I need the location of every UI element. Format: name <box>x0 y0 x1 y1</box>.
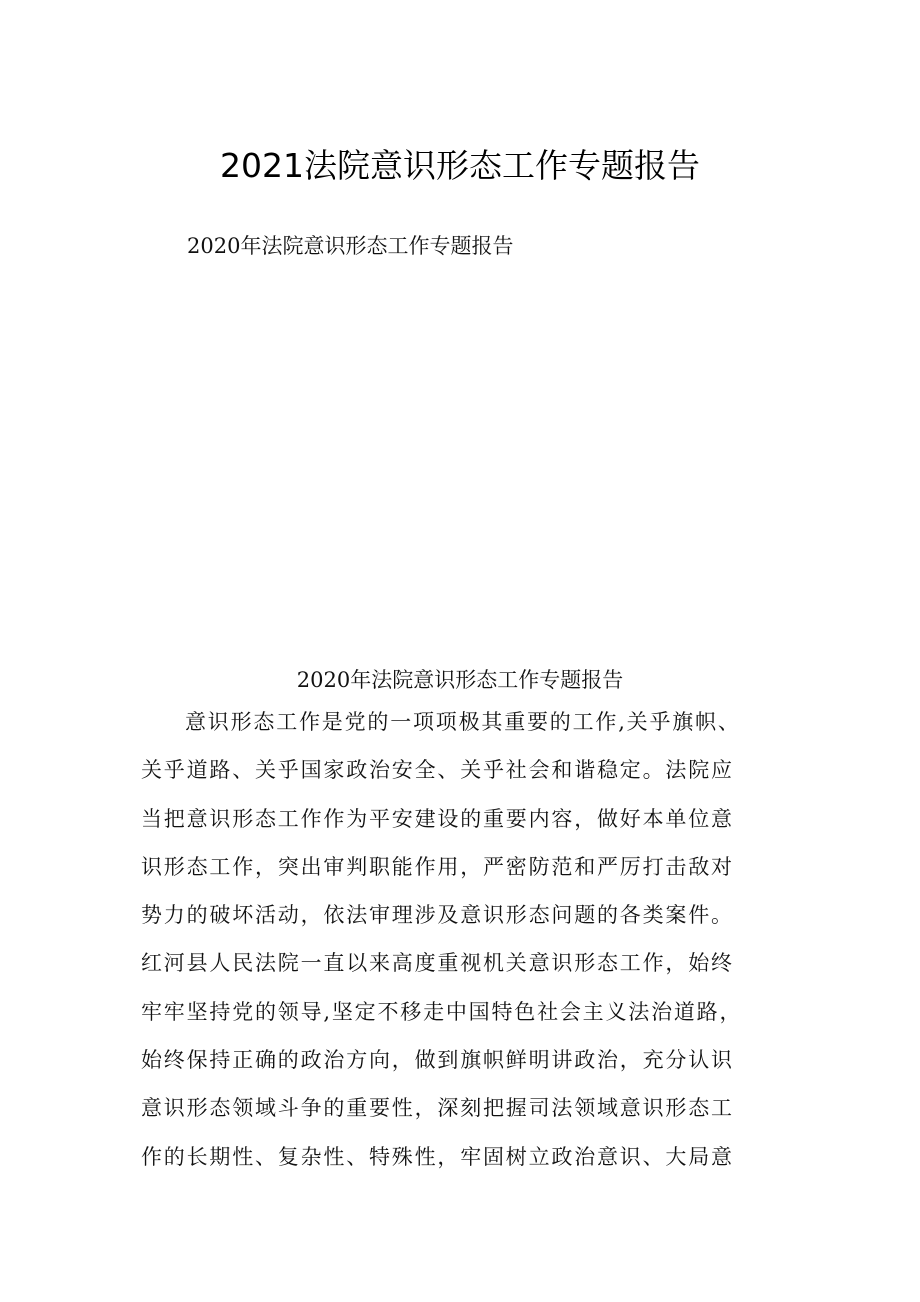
body-line: 当把意识形态工作作为平安建设的重要内容，做好本单位意 <box>141 806 734 831</box>
body-line: 识形态工作，突出审判职能作用，严密防范和严厉打击敌对 <box>141 854 734 879</box>
body-line: 势力的破坏活动，依法审理涉及意识形态问题的各类案件。 <box>141 903 734 928</box>
body-line: 作的长期性、复杂性、特殊性，牢固树立政治意识、大局意 <box>141 1144 734 1169</box>
body-line: 意识形态领域斗争的重要性，深刻把握司法领域意识形态工 <box>141 1096 734 1121</box>
body-paragraph <box>141 706 801 1189</box>
body-line: 始终保持正确的政治方向，做到旗帜鲜明讲政治，充分认识 <box>141 1048 734 1073</box>
body-line: 红河县人民法院一直以来高度重视机关意识形态工作，始终 <box>141 951 734 976</box>
body-line: 牢牢坚持党的领导,坚定不移走中国特色社会主义法治道路， <box>141 999 743 1024</box>
body-line: 关乎道路、关乎国家政治安全、关乎社会和谐稳定。法院应 <box>141 758 734 783</box>
document-title: 2021法院意识形态工作专题报告 <box>220 146 700 185</box>
document-subtitle: 2020年法院意识形态工作专题报告 <box>187 234 514 258</box>
body-line: 意识形态工作是党的一项项极其重要的工作,关乎旗帜、 <box>185 710 741 734</box>
report-heading: 2020年法院意识形态工作专题报告 <box>296 668 624 692</box>
